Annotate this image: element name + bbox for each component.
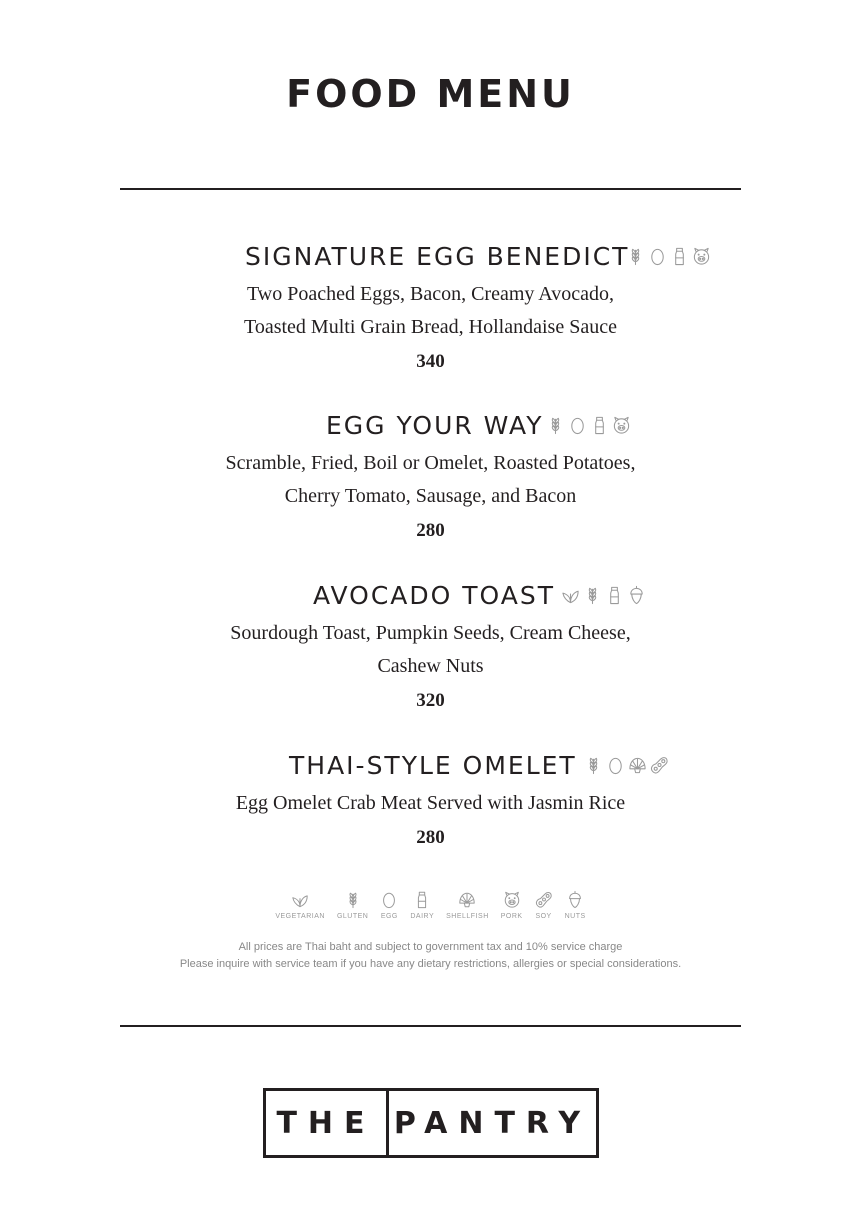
dairy-icon — [590, 415, 609, 435]
gluten-icon — [546, 415, 565, 435]
soy-icon — [650, 755, 669, 775]
item-price: 340 — [416, 351, 445, 372]
page-title: FOOD MENU — [286, 72, 575, 116]
legend-item — [565, 890, 586, 920]
shellfish-icon — [458, 890, 476, 909]
bottom-divider — [120, 1025, 741, 1027]
pork-icon — [692, 246, 711, 266]
item-description-line: Cherry Tomato, Sausage, and Bacon — [284, 485, 577, 507]
menu-item — [0, 581, 861, 719]
legend-label: DAIRY — [410, 913, 435, 920]
top-divider — [120, 188, 741, 190]
allergen-icons — [561, 585, 646, 605]
nuts-icon — [627, 585, 646, 605]
item-price: 280 — [416, 827, 445, 848]
item-price: 280 — [416, 520, 445, 541]
gluten-icon — [583, 585, 602, 605]
logo-word-the: THE — [266, 1091, 389, 1155]
nuts-icon — [566, 890, 584, 909]
logo-word-pantry: PANTRY — [393, 1105, 592, 1141]
menu-item — [0, 411, 861, 549]
item-name: EGG YOUR WAY — [326, 411, 544, 440]
legend-item — [337, 890, 368, 920]
legend-item — [410, 890, 434, 920]
gluten-icon — [344, 890, 362, 909]
shellfish-icon — [628, 755, 647, 775]
egg-icon — [380, 890, 398, 909]
item-description-line: Sourdough Toast, Pumpkin Seeds, Cream Cheese, — [230, 622, 631, 644]
item-description-line: Scramble, Fried, Boil or Omelet, Roasted Potatoes, — [225, 452, 636, 474]
item-description-line: Two Poached Eggs, Bacon, Creamy Avocado, — [246, 283, 615, 305]
allergen-icons — [584, 755, 669, 775]
legend-label: SOY — [535, 913, 552, 920]
dairy-icon — [413, 890, 431, 909]
item-name: AVOCADO TOAST — [313, 581, 556, 610]
dairy-icon — [605, 585, 624, 605]
pork-icon — [503, 890, 521, 909]
legend-item — [446, 890, 489, 920]
menu-item — [0, 242, 861, 380]
dietary-note: Please inquire with service team if you have any dietary restrictions, allergies or special considerations. — [179, 958, 682, 970]
menu-item — [0, 751, 861, 856]
item-description-line: Egg Omelet Crab Meat Served with Jasmin Rice — [235, 792, 626, 814]
pork-icon — [612, 415, 631, 435]
item-name: SIGNATURE EGG BENEDICT — [245, 242, 630, 271]
legend-label: EGG — [380, 913, 398, 920]
egg-icon — [648, 246, 667, 266]
gluten-icon — [584, 755, 603, 775]
legend-label: SHELLFISH — [446, 913, 489, 920]
allergen-icons — [626, 246, 711, 266]
soy-icon — [535, 890, 553, 909]
legend-item — [275, 890, 325, 920]
tax-note: All prices are Thai baht and subject to government tax and 10% service charge — [238, 941, 623, 953]
egg-icon — [606, 755, 625, 775]
legend-label: VEGETARIAN — [275, 913, 325, 920]
legend-item — [380, 890, 398, 920]
allergen-legend — [0, 890, 861, 920]
egg-icon — [568, 415, 587, 435]
item-description-line: Toasted Multi Grain Bread, Hollandaise Sauce — [244, 316, 617, 338]
legend-item — [535, 890, 553, 920]
the-pantry-logo — [263, 1088, 599, 1158]
legend-label: NUTS — [564, 913, 586, 920]
legend-label: PORK — [500, 913, 523, 920]
gluten-icon — [626, 246, 645, 266]
allergen-icons — [546, 415, 631, 435]
price-notes — [0, 939, 861, 973]
legend-label: GLUTEN — [336, 913, 369, 920]
item-price: 320 — [416, 690, 445, 711]
vegetarian-icon — [561, 585, 580, 605]
legend-item — [501, 890, 523, 920]
item-name: THAI-STYLE OMELET — [289, 751, 577, 780]
vegetarian-icon — [291, 890, 309, 909]
dairy-icon — [670, 246, 689, 266]
item-description-line: Cashew Nuts — [377, 655, 484, 677]
